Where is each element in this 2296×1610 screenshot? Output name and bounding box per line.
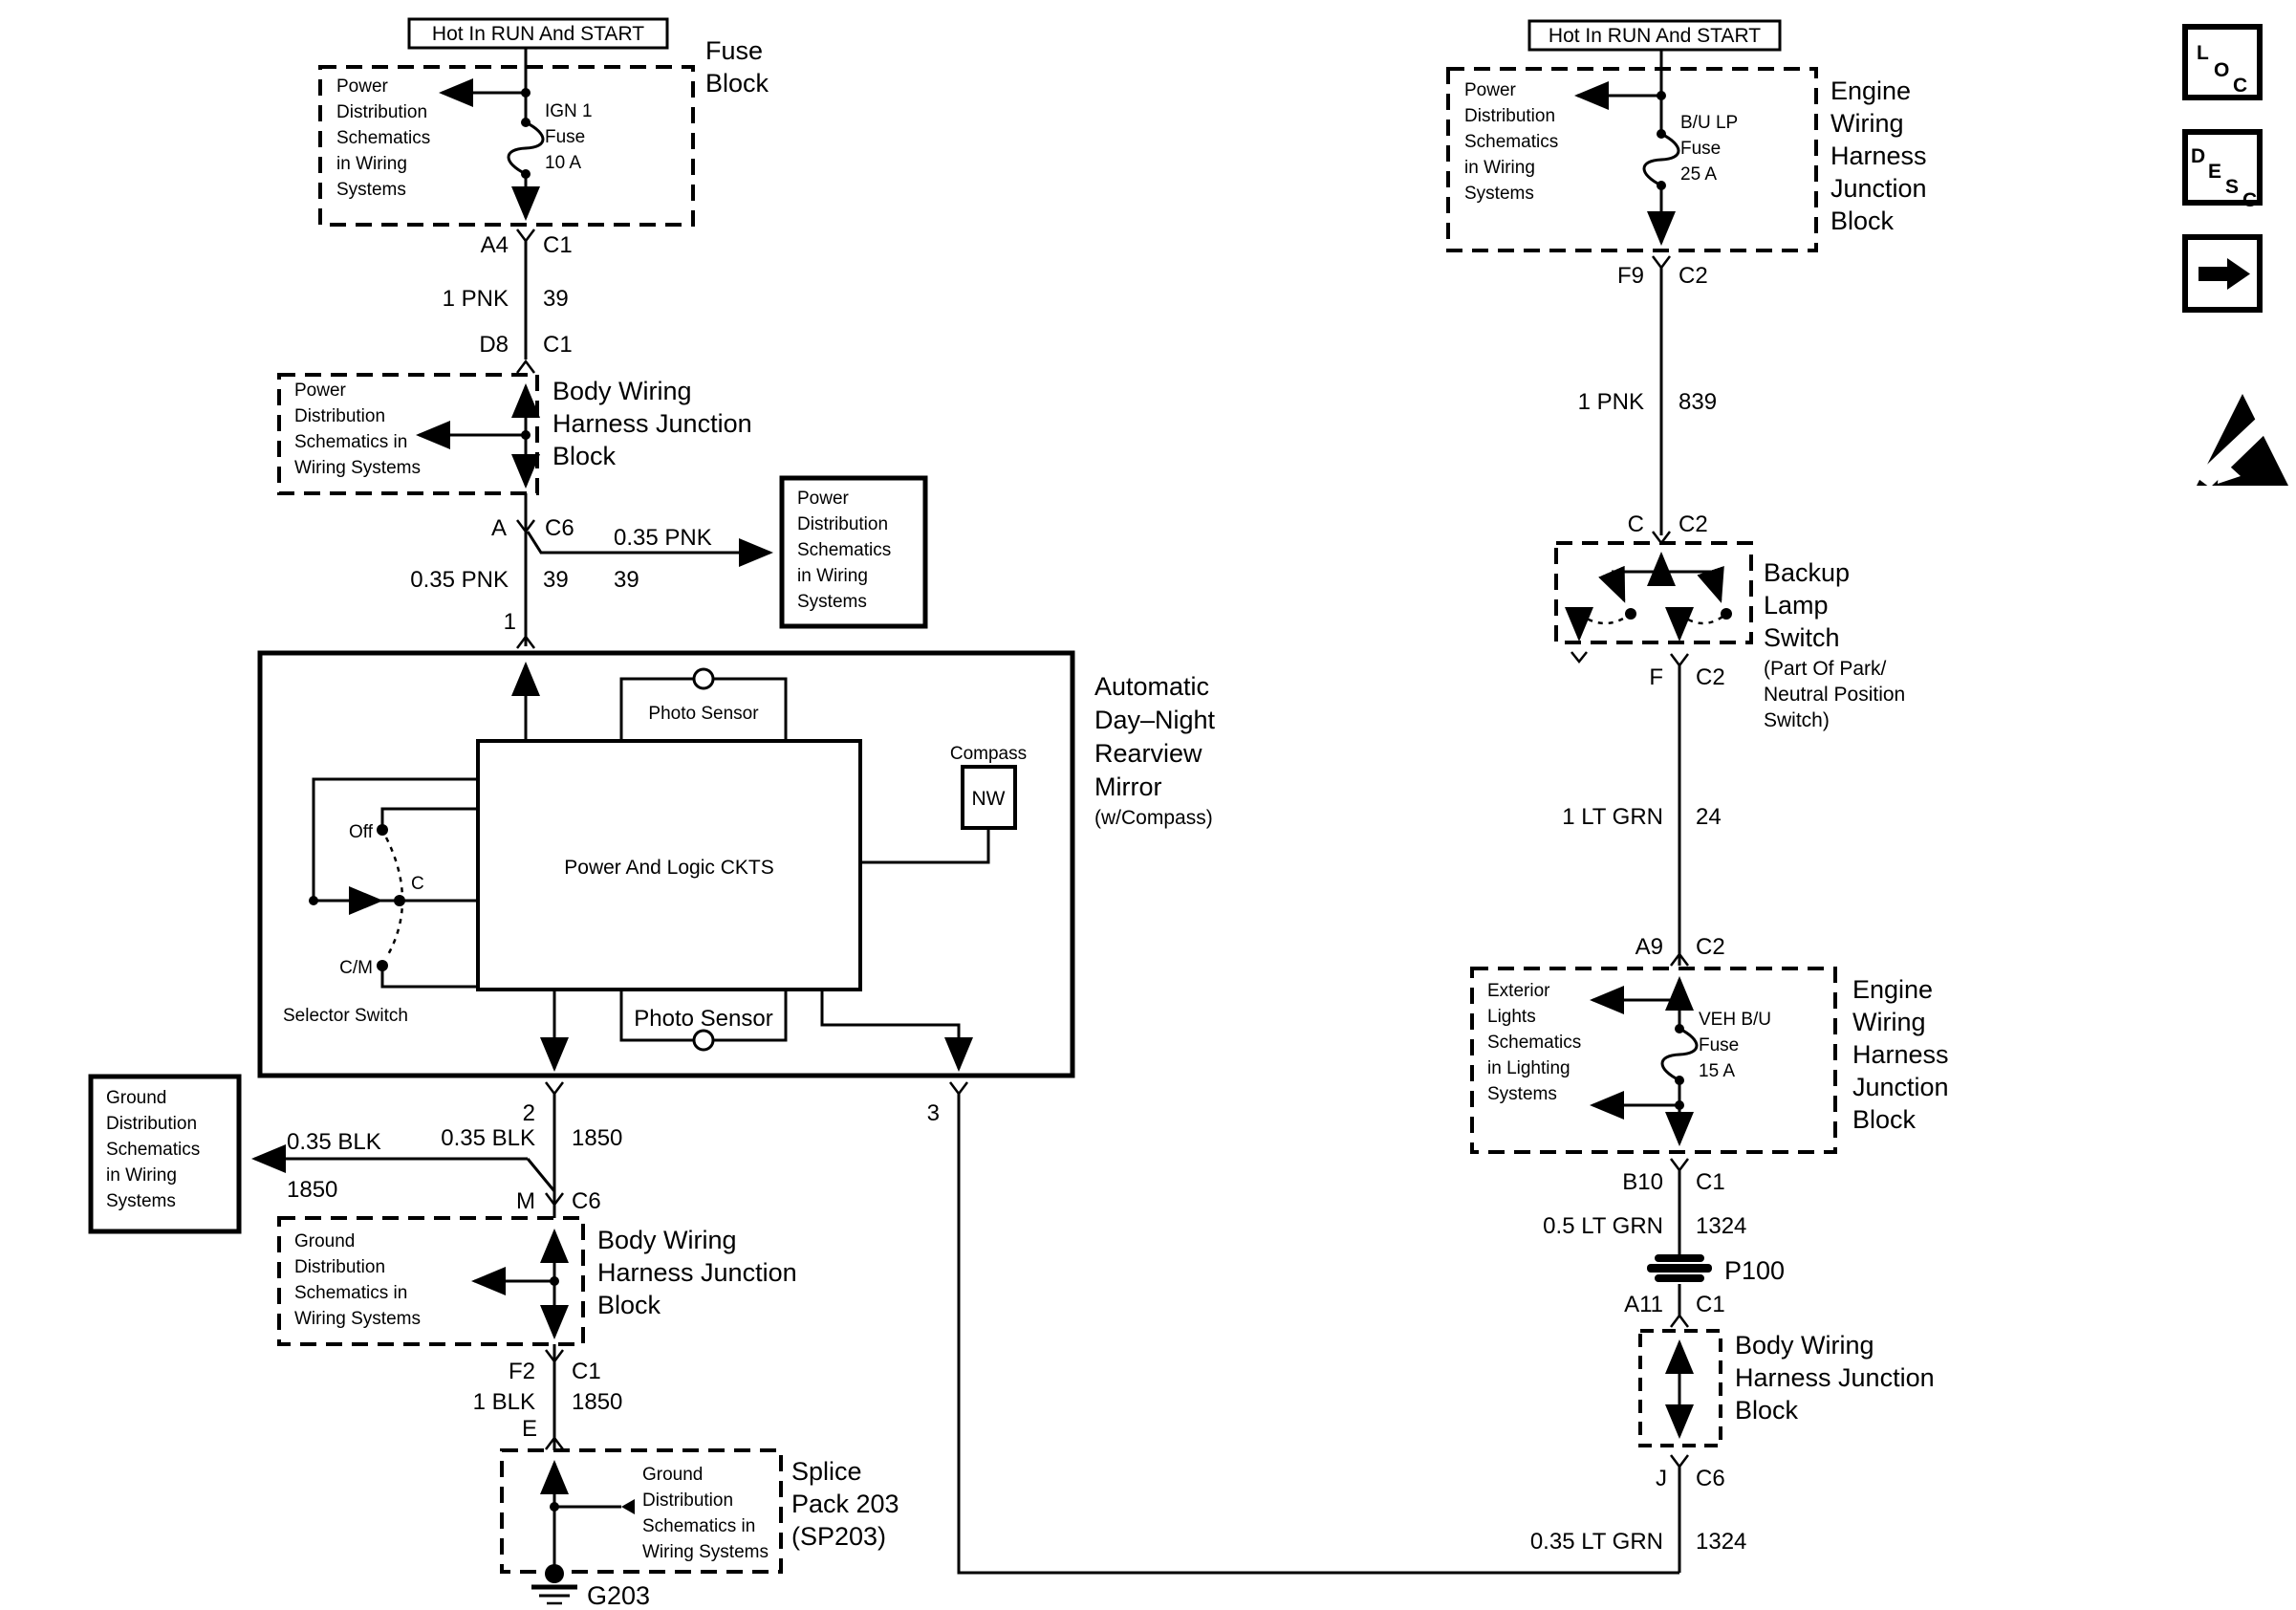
- switch-position-cm: C/M: [339, 958, 373, 978]
- ref-text: Schematics in: [642, 1516, 756, 1536]
- ref-text: Power: [797, 489, 849, 509]
- ref-text: Distribution: [336, 102, 428, 122]
- loc-letter: L: [2197, 42, 2209, 64]
- junction-label: Block: [1735, 1396, 1799, 1425]
- pin-id: F2: [508, 1359, 535, 1384]
- desc-letter: E: [2208, 161, 2222, 183]
- circuit-number: 1850: [572, 1125, 623, 1151]
- connector-id: C6: [545, 515, 574, 541]
- junction-label: Block: [1830, 207, 1895, 235]
- ref-text: Exterior: [1487, 981, 1550, 1001]
- connector-female: [546, 1082, 563, 1094]
- ref-text: Schematics: [336, 128, 431, 148]
- desc-letter: C: [2242, 189, 2258, 211]
- esd-warning-icon: [2195, 394, 2288, 488]
- junction-label: Block: [1852, 1105, 1917, 1134]
- compass-heading: NW: [971, 788, 1006, 810]
- fuse-symbol: [509, 122, 543, 174]
- mirror-title: Mirror: [1094, 772, 1162, 801]
- junction-label: Block: [597, 1291, 661, 1319]
- ref-text: in Wiring: [1464, 158, 1535, 178]
- fuse-name: 10 A: [545, 153, 582, 173]
- connector-id: C1: [543, 232, 573, 258]
- ref-text: Schematics: [1464, 132, 1559, 152]
- ref-text: Lights: [1487, 1007, 1536, 1027]
- ref-text: Ground: [106, 1088, 167, 1108]
- photo-sensor-top-lens: [694, 669, 713, 688]
- compass-label: Compass: [949, 744, 1028, 764]
- left-fuse-block: [320, 36, 769, 225]
- wire-label: 0.35 PNK: [410, 567, 509, 593]
- pin-id: F9: [1616, 263, 1644, 289]
- fuse-name: 15 A: [1699, 1061, 1736, 1081]
- splice-pack-label: Pack 203: [791, 1490, 899, 1518]
- ground-path: [91, 1077, 967, 1610]
- body-junction-block-1: [279, 375, 752, 493]
- switch-sublabel: (Part Of Park/: [1764, 658, 1887, 680]
- ref-text: Schematics in: [294, 432, 408, 452]
- ref-text: Schematics: [106, 1140, 201, 1160]
- pin-number: 2: [522, 1100, 535, 1126]
- ref-text: Wiring Systems: [294, 1309, 421, 1329]
- ground-symbol: [531, 1564, 577, 1603]
- right-hot-header: [1529, 21, 1780, 50]
- connector-id: C2: [1679, 511, 1708, 537]
- rearview-mirror-block: [260, 653, 1216, 1076]
- ref-text: Schematics in: [294, 1283, 408, 1303]
- connector-female: [517, 229, 534, 241]
- ground-id: G203: [587, 1581, 651, 1610]
- ref-text: Distribution: [294, 406, 386, 426]
- ref-text: Wiring Systems: [642, 1542, 769, 1562]
- hot-in-run-label-left: Hot In RUN And START: [431, 23, 645, 45]
- desc-letter: D: [2191, 145, 2206, 167]
- ref-text: Power: [1464, 80, 1516, 100]
- ref-text: Distribution: [294, 1257, 386, 1277]
- connector-id: C1: [1696, 1169, 1725, 1195]
- mirror-title: Automatic: [1094, 672, 1210, 701]
- ref-text: Distribution: [797, 514, 889, 534]
- ref-text: in Wiring: [106, 1165, 177, 1186]
- selector-switch[interactable]: [283, 779, 478, 1026]
- circuit-number: 1850: [287, 1177, 338, 1203]
- junction-label: Wiring: [1830, 109, 1904, 138]
- connector-id: C2: [1696, 934, 1725, 960]
- connector-id: C6: [1696, 1466, 1725, 1491]
- connector-female: [1571, 652, 1587, 662]
- power-logic-label: Power And Logic CKTS: [564, 857, 774, 879]
- left-wire-a-c6: [410, 493, 770, 648]
- connector-id: C2: [1696, 664, 1725, 690]
- switch-label: Lamp: [1764, 591, 1829, 620]
- junction-label: Body Wiring: [597, 1226, 737, 1254]
- desc-button[interactable]: [2185, 132, 2260, 211]
- return-wire: [959, 1094, 1679, 1573]
- connector-id: C1: [543, 332, 573, 358]
- ref-text: Systems: [106, 1191, 176, 1211]
- ref-text: Distribution: [1464, 106, 1556, 126]
- connector-id: C2: [1679, 263, 1708, 289]
- circuit-number: 24: [1696, 804, 1722, 830]
- ref-text: Power: [294, 381, 346, 401]
- selector-switch-label: Selector Switch: [283, 1006, 408, 1026]
- ref-text: Systems: [1464, 184, 1534, 204]
- connector-female: [1671, 654, 1688, 665]
- switch-label: Switch: [1764, 623, 1840, 652]
- connector-id: C1: [1696, 1292, 1725, 1317]
- ref-text: Distribution: [642, 1490, 734, 1511]
- loc-letter: C: [2233, 75, 2248, 97]
- junction-label: Harness Junction: [597, 1258, 797, 1287]
- circuit-number: 39: [614, 567, 639, 593]
- right-wire-f-a9: [1562, 654, 1725, 966]
- ref-text: Wiring Systems: [294, 458, 421, 478]
- ref-text: in Lighting: [1487, 1058, 1570, 1078]
- pin-id: B10: [1622, 1169, 1663, 1195]
- pin-id: A4: [480, 232, 509, 258]
- pin-id: D8: [479, 332, 509, 358]
- switch-label: Backup: [1764, 558, 1851, 587]
- mirror-subtitle: (w/Compass): [1094, 807, 1213, 829]
- power-distribution-ref-box: [782, 478, 925, 626]
- ref-text: Distribution: [106, 1114, 198, 1134]
- mirror-title: Day–Night: [1094, 706, 1216, 734]
- circuit-number: 39: [543, 286, 569, 312]
- junction-label: Engine: [1830, 76, 1912, 105]
- right-wire-f9-c: [1578, 256, 1717, 543]
- ref-arrow: [621, 1499, 635, 1514]
- junction-label: Block: [552, 442, 617, 470]
- circuit-number: 1850: [572, 1389, 623, 1415]
- connector-id: C6: [572, 1188, 601, 1214]
- junction-label: Harness: [1830, 141, 1927, 170]
- next-page-button[interactable]: [2185, 237, 2260, 310]
- connector-male: [517, 361, 534, 373]
- hot-in-run-label-right: Hot In RUN And START: [1548, 25, 1762, 47]
- ref-text: Systems: [797, 592, 867, 612]
- ref-text: Schematics: [1487, 1033, 1582, 1053]
- connector-female: [950, 1082, 967, 1094]
- left-hot-header: [409, 19, 667, 48]
- junction-label: Harness Junction: [1735, 1363, 1935, 1392]
- wire-label: 1 LT GRN: [1562, 804, 1663, 830]
- photo-sensor-label: Photo Sensor: [648, 704, 759, 724]
- junction-label: Harness Junction: [552, 409, 752, 438]
- wire-label: 1 BLK: [472, 1389, 535, 1415]
- pin-id: C: [1627, 511, 1644, 537]
- junction-label: Engine: [1852, 975, 1934, 1004]
- pin-id: J: [1656, 1466, 1667, 1491]
- fuse-symbol: [1662, 1029, 1697, 1080]
- junction-label: Junction: [1852, 1073, 1949, 1101]
- right-wire-b10-j: [959, 1094, 1935, 1573]
- wire-label: 0.35 LT GRN: [1529, 1529, 1663, 1555]
- junction-label: Body Wiring: [552, 377, 692, 405]
- switch-position-off: Off: [349, 822, 373, 842]
- ref-text: in Wiring: [797, 566, 868, 586]
- loc-button[interactable]: [2185, 27, 2260, 98]
- circuit-number: 839: [1679, 389, 1718, 415]
- photo-sensor-label: Photo Sensor: [634, 1006, 773, 1032]
- p100-grommet: [1647, 1254, 1712, 1282]
- fuse-name: VEH B/U: [1699, 1010, 1772, 1030]
- fuse-name: B/U LP: [1680, 113, 1739, 133]
- connector-male: [1671, 1316, 1688, 1327]
- ref-text: Power: [336, 76, 388, 97]
- wire-label: 0.5 LT GRN: [1543, 1213, 1663, 1239]
- junction-label: Body Wiring: [1735, 1331, 1874, 1360]
- connector-id: C1: [572, 1359, 601, 1384]
- junction-label: Harness: [1852, 1040, 1949, 1069]
- wire-label: 0.35 PNK: [614, 525, 712, 551]
- splice-pack-label: (SP203): [791, 1522, 887, 1551]
- ref-text: Ground: [294, 1231, 356, 1251]
- fuse-name: Fuse: [1699, 1035, 1740, 1055]
- splice-pack-label: Splice: [791, 1457, 862, 1486]
- junction-label: Junction: [1830, 174, 1927, 203]
- switch-position-c: C: [411, 874, 424, 894]
- switch-box: [1556, 543, 1751, 642]
- mirror-title: Rearview: [1094, 739, 1202, 768]
- switch-sublabel: Neutral Position: [1764, 684, 1906, 706]
- fuse-symbol: [1644, 134, 1679, 185]
- desc-letter: S: [2225, 176, 2240, 198]
- switch-sublabel: Switch): [1764, 709, 1830, 731]
- pin-id: M: [516, 1188, 535, 1214]
- circuit-number: 39: [543, 567, 569, 593]
- wire-label: 0.35 BLK: [287, 1129, 381, 1155]
- pin-id: A11: [1624, 1292, 1663, 1317]
- left-wire-a4-d8: [443, 229, 573, 373]
- fuse-name: 25 A: [1680, 164, 1718, 185]
- ref-text: in Wiring: [336, 154, 407, 174]
- engine-junction-block-bottom: [1472, 968, 1949, 1152]
- circuit-number: 1324: [1696, 1213, 1747, 1239]
- fuse-block-label: Fuse: [705, 36, 764, 65]
- connector-female: [1653, 256, 1670, 268]
- grommet-id: P100: [1724, 1256, 1786, 1285]
- loc-letter: O: [2214, 59, 2230, 81]
- pin-id: A9: [1635, 934, 1663, 960]
- fuse-name: IGN 1: [545, 101, 593, 121]
- fuse-block-label: Block: [705, 69, 769, 98]
- ref-text: Ground: [642, 1465, 704, 1485]
- connector-female: [1671, 1159, 1688, 1170]
- ref-text: Systems: [1487, 1084, 1557, 1104]
- fuse-name: Fuse: [1680, 139, 1722, 159]
- circuit-number: 1324: [1696, 1529, 1747, 1555]
- pin-id: E: [521, 1416, 537, 1442]
- pin-number: 1: [503, 609, 516, 635]
- wire-label: 1 PNK: [442, 286, 509, 312]
- photo-sensor-bottom-lens: [694, 1031, 713, 1050]
- pin-number: 3: [926, 1100, 940, 1126]
- engine-junction-block-top: [1448, 50, 1927, 250]
- ref-text: Systems: [336, 180, 406, 200]
- wire-label: 1 PNK: [1577, 389, 1644, 415]
- junction-label: Wiring: [1852, 1008, 1926, 1036]
- ref-text: Schematics: [797, 540, 892, 560]
- fuse-name: Fuse: [545, 127, 586, 147]
- pin-id: F: [1649, 664, 1663, 690]
- backup-lamp-switch[interactable]: [1556, 543, 1905, 731]
- wire-label: 0.35 BLK: [441, 1125, 535, 1151]
- pin-id: A: [490, 515, 507, 541]
- connector-female: [1671, 1455, 1688, 1467]
